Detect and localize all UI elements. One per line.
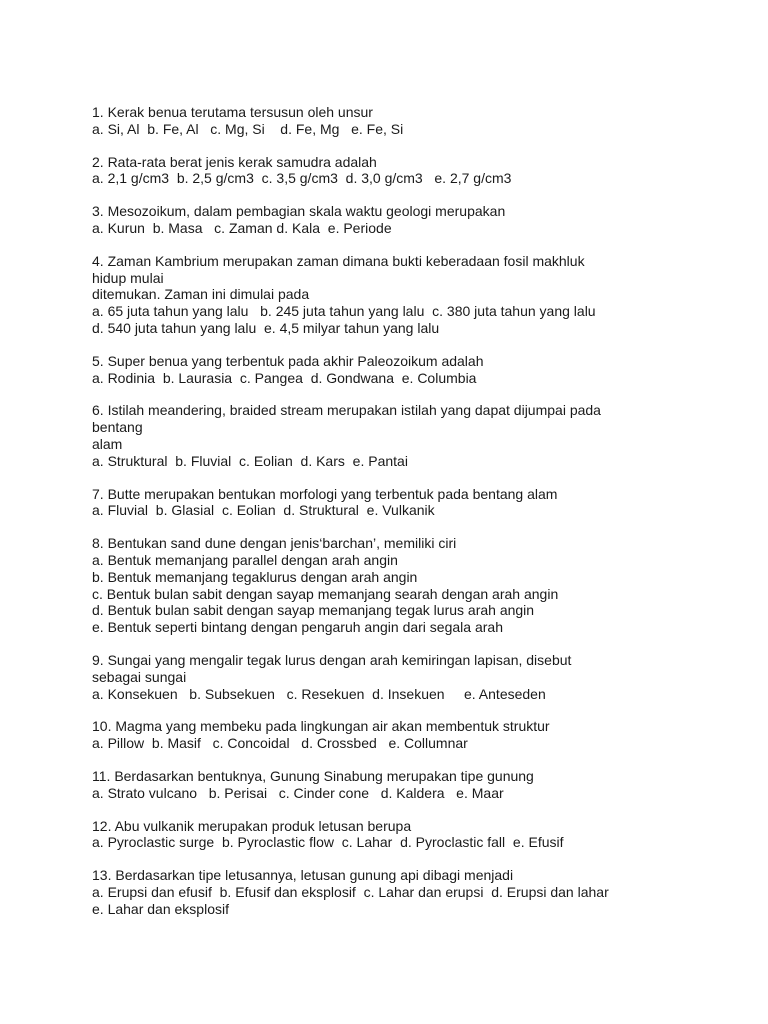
question-9-text-line-2: sebagai sungai — [92, 668, 187, 685]
question-6-text-line-3: alam — [92, 435, 123, 452]
question-4-text-line-2: hidup mulai — [92, 269, 164, 286]
question-12-options: a. Pyroclastic surge b. Pyroclastic flow c. Lahar d. Pyroclastic fall e. Efusif — [92, 834, 564, 851]
question-13-text: 13. Berdasarkan tipe letusannya, letusan gunung api dibagi menjadi — [92, 867, 514, 884]
question-4-options-line-1: a. 65 juta tahun yang lalu b. 245 juta tahun yang lalu c. 380 juta tahun yang lalu — [92, 303, 596, 320]
question-8-option-e: e. Bentuk seperti bintang dengan pengaruh angin dari segala arah — [92, 619, 503, 636]
question-11-options: a. Strato vulcano b. Perisai c. Cinder cone d. Kaldera e. Maar — [92, 784, 504, 801]
question-8-option-a: a. Bentuk memanjang parallel dengan arah angin — [92, 551, 398, 568]
question-11 — [92, 768, 752, 802]
question-2-text: 2. Rata-rata berat jenis kerak samudra adalah — [92, 153, 377, 170]
question-4 — [92, 253, 752, 337]
question-3-text: 3. Mesozoikum, dalam pembagian skala waktu geologi merupakan — [92, 203, 506, 220]
question-5-text: 5. Super benua yang terbentuk pada akhir Paleozoikum adalah — [92, 352, 484, 369]
question-10 — [92, 718, 752, 752]
question-6 — [92, 402, 752, 469]
question-8-option-b: b. Bentuk memanjang tegaklurus dengan arah angin — [92, 568, 418, 585]
question-10-options: a. Pillow b. Masif c. Concoidal d. Crossbed e. Collumnar — [92, 735, 468, 752]
question-8 — [92, 535, 752, 636]
question-13-options-line-1: a. Erupsi dan efusif b. Efusif dan eksplosif c. Lahar dan erupsi d. Erupsi dan lahar — [92, 883, 609, 900]
question-5-options: a. Rodinia b. Laurasia c. Pangea d. Gondwana e. Columbia — [92, 369, 477, 386]
question-6-options: a. Struktural b. Fluvial c. Eolian d. Kars e. Pantai — [92, 452, 408, 469]
question-6-text-line-2: bentang — [92, 419, 143, 436]
question-13-options-line-2: e. Lahar dan eksplosif — [92, 900, 229, 917]
question-11-text: 11. Berdasarkan bentuknya, Gunung Sinabung merupakan tipe gunung — [92, 767, 534, 784]
question-9-options: a. Konsekuen b. Subsekuen c. Resekuen d. Insekuen e. Anteseden — [92, 685, 546, 702]
question-7 — [92, 486, 752, 520]
question-1 — [92, 104, 752, 138]
question-1-text: 1. Kerak benua terutama tersusun oleh unsur — [92, 104, 373, 120]
question-4-text-line-3: ditemukan. Zaman ini dimulai pada — [92, 286, 310, 303]
question-8-text: 8. Bentukan sand dune dengan jenis‘barchan’, memiliki ciri — [92, 535, 457, 552]
document-page — [92, 104, 752, 933]
question-3-options: a. Kurun b. Masa c. Zaman d. Kala e. Periode — [92, 219, 392, 236]
question-12 — [92, 818, 752, 852]
question-9 — [92, 652, 752, 702]
question-6-text-line-1: 6. Istilah meandering, braided stream merupakan istilah yang dapat dijumpai pada — [92, 402, 601, 419]
question-8-option-c: c. Bentuk bulan sabit dengan sayap memanjang searah dengan arah angin — [92, 585, 559, 602]
question-3 — [92, 203, 752, 237]
question-7-options: a. Fluvial b. Glasial c. Eolian d. Struktural e. Vulkanik — [92, 502, 435, 519]
question-8-option-d: d. Bentuk bulan sabit dengan sayap memanjang tegak lurus arah angin — [92, 602, 535, 619]
question-13 — [92, 867, 752, 917]
question-2 — [92, 154, 752, 188]
question-1-options: a. Si, Al b. Fe, Al c. Mg, Si d. Fe, Mg e. Fe, Si — [92, 120, 404, 137]
question-9-text-line-1: 9. Sungai yang mengalir tegak lurus dengan arah kemiringan lapisan, disebut — [92, 651, 572, 668]
question-4-options-line-2: d. 540 juta tahun yang lalu e. 4,5 milyar tahun yang lalu — [92, 319, 440, 336]
question-7-text: 7. Butte merupakan bentukan morfologi yang terbentuk pada bentang alam — [92, 485, 558, 502]
question-5 — [92, 353, 752, 387]
question-2-options: a. 2,1 g/cm3 b. 2,5 g/cm3 c. 3,5 g/cm3 d. 3,0 g/cm3 e. 2,7 g/cm3 — [92, 170, 512, 187]
question-4-text-line-1: 4. Zaman Kambrium merupakan zaman dimana bukti keberadaan fosil makhluk — [92, 252, 585, 269]
question-12-text: 12. Abu vulkanik merupakan produk letusan berupa — [92, 817, 412, 834]
question-10-text: 10. Magma yang membeku pada lingkungan air akan membentuk struktur — [92, 718, 550, 735]
